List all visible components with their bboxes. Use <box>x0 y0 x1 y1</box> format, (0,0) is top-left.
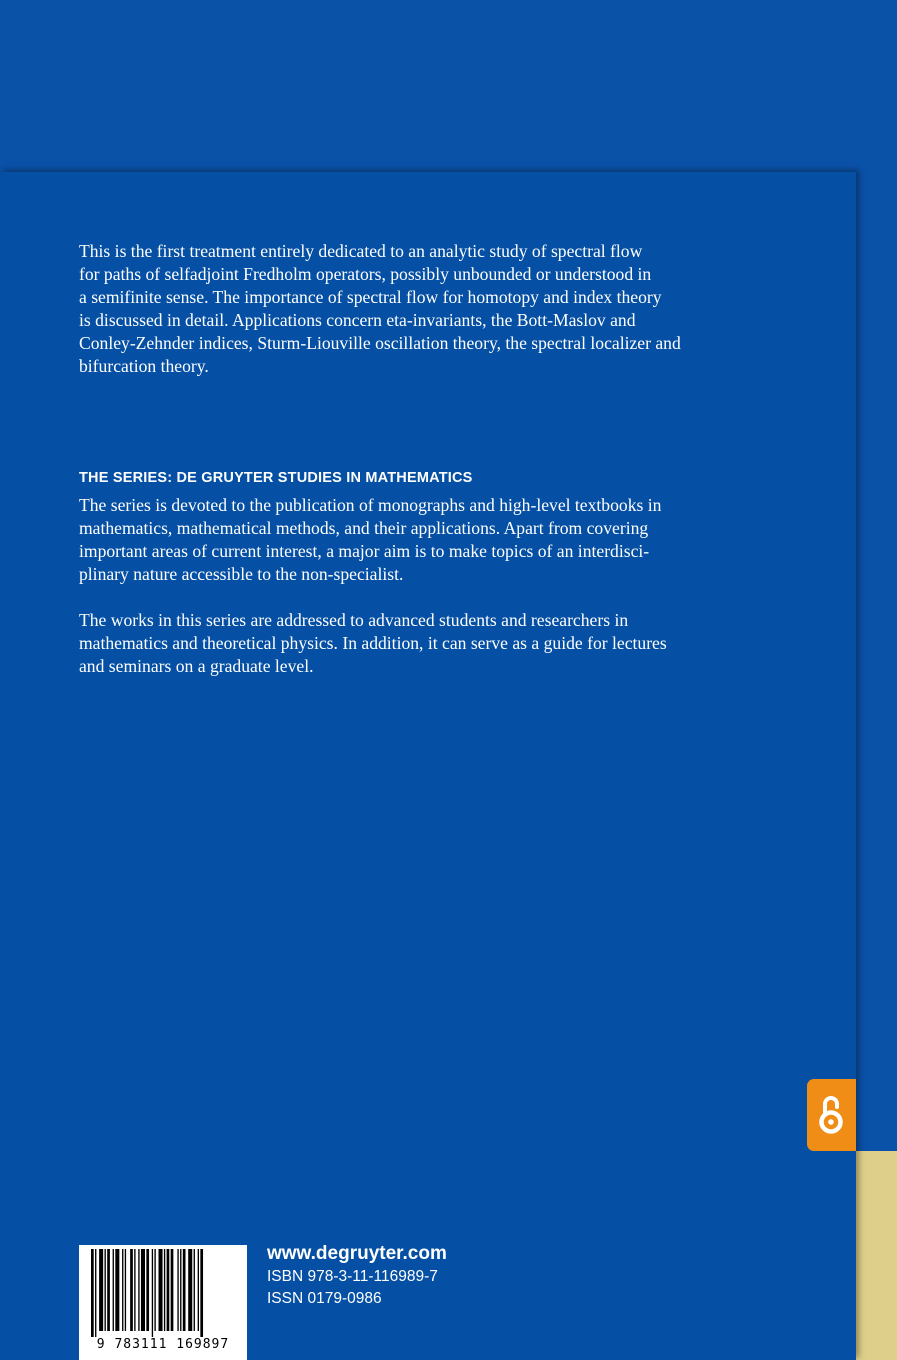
description-line: bifurcation theory. <box>79 356 209 376</box>
cover-top-band <box>0 0 897 176</box>
barcode-bar <box>188 1249 192 1331</box>
series-line: The series is devoted to the publication of monographs and high-level textbooks in <box>79 495 662 515</box>
barcode-digits: 9 783111 169897 <box>96 1337 230 1352</box>
barcode-bar <box>91 1249 94 1337</box>
barcode-bar <box>183 1249 186 1331</box>
barcode-bar <box>115 1249 119 1331</box>
barcode-bar <box>159 1249 163 1331</box>
barcode-bar <box>105 1249 106 1331</box>
barcode-bar <box>138 1249 139 1331</box>
publisher-website: www.degruyter.com <box>267 1243 447 1264</box>
barcode-bar <box>141 1249 145 1331</box>
isbn-number: ISBN 978-3-11-116989-7 <box>267 1268 438 1285</box>
series-line: plinary nature accessible to the non-specialist. <box>79 564 404 584</box>
issn-number: ISSN 0179-0986 <box>267 1290 382 1307</box>
description-line: for paths of selfadjoint Fredholm operators, possibly unbounded or understood in <box>79 264 652 284</box>
series-line: important areas of current interest, a major aim is to make topics of an interdisci- <box>79 541 650 561</box>
barcode-bar <box>171 1249 174 1331</box>
barcode-bar <box>107 1249 110 1331</box>
barcode-bar <box>194 1249 195 1331</box>
series-paragraph-2 <box>79 609 779 678</box>
barcode-bar <box>146 1249 149 1331</box>
description-line: is discussed in detail. Applications concern eta-invariants, the Bott-Maslov and <box>79 310 636 330</box>
barcode-bar <box>130 1249 133 1331</box>
series-line: and seminars on a graduate level. <box>79 656 314 676</box>
barcode-bar <box>164 1249 165 1331</box>
barcode-bar <box>180 1249 181 1331</box>
description-line: This is the first treatment entirely dedicated to an analytic study of spectral flow <box>79 241 643 261</box>
barcode-bar <box>125 1249 126 1331</box>
series-line: mathematics, mathematical methods, and their applications. Apart from covering <box>79 518 649 538</box>
description-line: Conley-Zehnder indices, Sturm-Liouville oscillation theory, the spectral localizer and <box>79 333 681 353</box>
barcode-bar <box>154 1249 155 1331</box>
barcode-bar <box>95 1249 96 1337</box>
cover-right-edge <box>856 176 897 1151</box>
barcode-bar <box>113 1249 114 1331</box>
barcode-bar <box>122 1249 123 1331</box>
series-line: The works in this series are addressed to advanced students and researchers in <box>79 610 629 630</box>
series-heading: THE SERIES: DE GRUYTER STUDIES IN MATHEMATICS <box>79 470 473 486</box>
series-paragraph-1 <box>79 494 779 586</box>
publisher-imprint <box>267 1242 447 1310</box>
barcode-bar <box>99 1249 103 1331</box>
book-description <box>79 240 779 378</box>
spine-strip <box>856 1151 897 1360</box>
isbn-barcode <box>79 1245 247 1360</box>
barcode-bar <box>200 1249 203 1337</box>
barcode-bars <box>79 1245 247 1337</box>
barcode-bar <box>198 1249 199 1331</box>
series-line: mathematics and theoretical physics. In addition, it can serve as a guide for lectures <box>79 633 667 653</box>
barcode-bar <box>167 1249 170 1331</box>
description-line: a semifinite sense. The importance of spectral flow for homotopy and index theory <box>79 287 662 307</box>
open-access-icon <box>816 1093 846 1137</box>
barcode-bar <box>134 1249 135 1331</box>
barcode-bar <box>152 1249 153 1337</box>
open-access-tab <box>807 1079 856 1151</box>
barcode-bar <box>177 1249 178 1331</box>
